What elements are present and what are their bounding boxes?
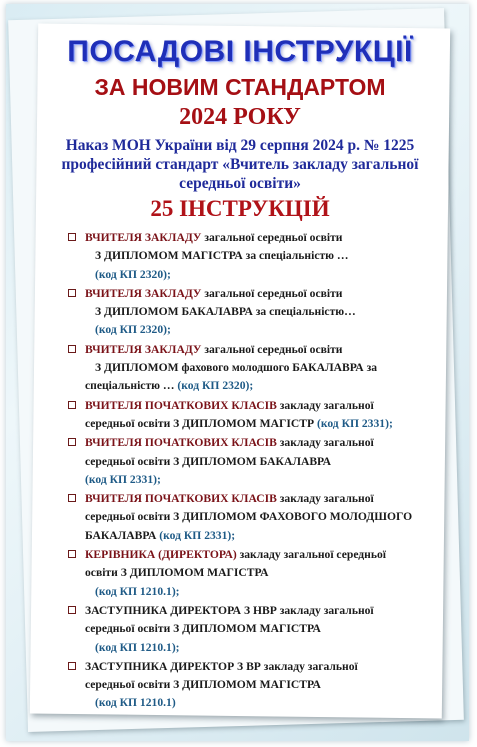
order-reference: Наказ МОН України від 29 серпня 2024 р. № 1225 професійний стандарт «Вчитель закладу загальної середньої освіти» bbox=[61, 137, 419, 192]
list-item bbox=[68, 229, 440, 284]
subtitle: ЗА НОВИМ СТАНДАРТОМ bbox=[94, 74, 386, 100]
item-text: закладу загальної bbox=[276, 492, 374, 506]
item-line bbox=[85, 471, 440, 489]
checkbox-bullet-icon bbox=[68, 494, 76, 502]
list-item bbox=[68, 434, 440, 489]
list-item bbox=[68, 490, 440, 545]
item-text: загальної середньої освіти bbox=[201, 231, 343, 244]
item-line bbox=[85, 490, 440, 508]
item-text: середньої освіти З ДИПЛОМОМ МАГІСТР bbox=[85, 416, 317, 430]
checkbox-bullet-icon bbox=[68, 662, 76, 670]
item-line bbox=[85, 676, 440, 694]
list-item bbox=[68, 397, 440, 434]
list-item bbox=[68, 341, 440, 396]
item-role: ВЧИТЕЛЯ ПОЧАТКОВИХ КЛАСІВ bbox=[85, 492, 277, 506]
item-line bbox=[85, 694, 440, 712]
item-line bbox=[85, 434, 440, 452]
item-line bbox=[85, 639, 440, 657]
item-line bbox=[85, 247, 440, 265]
item-text: загальної середньої освіти bbox=[201, 342, 343, 356]
list-item bbox=[68, 602, 440, 657]
item-line bbox=[85, 583, 440, 601]
checkbox-bullet-icon bbox=[68, 550, 76, 558]
item-line bbox=[85, 266, 440, 284]
checkbox-bullet-icon bbox=[68, 345, 76, 353]
item-role: ВЧИТЕЛЯ ПОЧАТКОВИХ КЛАСІВ bbox=[85, 398, 277, 412]
item-line bbox=[85, 377, 440, 395]
item-line bbox=[85, 602, 440, 620]
item-text: закладу загальної bbox=[276, 398, 374, 412]
instruction-list bbox=[40, 229, 440, 713]
item-text: середньої освіти З ДИПЛОМОМ МАГІСТРА bbox=[85, 622, 321, 636]
item-text: З ДИПЛОМОМ БАКАЛАВРА за спеціальністю… bbox=[95, 305, 356, 319]
item-text: середньої освіти З ДИПЛОМОМ БАКАЛАВРА bbox=[85, 454, 332, 468]
item-text: З ДИПЛОМОМ фахового молодшого БАКАЛАВРА за bbox=[95, 361, 378, 375]
item-code: (код КП 2320); bbox=[95, 323, 171, 337]
list-item bbox=[68, 546, 440, 601]
item-line bbox=[85, 303, 440, 321]
item-line bbox=[85, 397, 440, 415]
item-code: (код КП 1210.1); bbox=[95, 584, 180, 598]
item-role: КЕРІВНИКА (ДИРЕКТОРА) bbox=[85, 548, 237, 562]
item-code: (код КП 2331); bbox=[316, 416, 393, 430]
document-content bbox=[40, 32, 440, 714]
instructions-count: 25 ІНСТРУКЦІЙ bbox=[150, 196, 330, 221]
checkbox-bullet-icon bbox=[68, 289, 76, 297]
item-text: освіти З ДИПЛОМОМ МАГІСТРА bbox=[85, 566, 269, 580]
item-line bbox=[85, 546, 440, 564]
checkbox-bullet-icon bbox=[68, 233, 76, 241]
item-code: (код КП 2331); bbox=[159, 528, 236, 542]
item-line bbox=[85, 658, 440, 676]
item-text: загальної середньої освіти bbox=[201, 286, 343, 300]
item-text: БАКАЛАВРА bbox=[85, 528, 160, 542]
year-heading: 2024 РОКУ bbox=[179, 104, 301, 130]
item-role: ВЧИТЕЛЯ ЗАКЛАДУ bbox=[85, 286, 202, 300]
item-text: ЗАСТУПНИКА ДИРЕКТОРА З НВР закладу загальної bbox=[85, 603, 374, 617]
checkbox-bullet-icon bbox=[68, 606, 76, 614]
list-item bbox=[68, 658, 440, 713]
item-line bbox=[85, 508, 440, 526]
list-item bbox=[68, 285, 440, 340]
item-role: ВЧИТЕЛЯ ЗАКЛАДУ bbox=[85, 342, 202, 356]
item-role: ВЧИТЕЛЯ ПОЧАТКОВИХ КЛАСІВ bbox=[85, 436, 277, 450]
item-line bbox=[85, 453, 440, 471]
checkbox-bullet-icon bbox=[68, 438, 76, 446]
item-line bbox=[85, 564, 440, 582]
item-line bbox=[85, 321, 440, 339]
item-line bbox=[85, 285, 440, 303]
item-line bbox=[85, 527, 440, 545]
item-code: (код КП 1210.1) bbox=[95, 696, 176, 710]
item-text: закладу загальної bbox=[276, 436, 374, 450]
item-line bbox=[85, 359, 440, 377]
item-text: закладу загальної середньої bbox=[236, 548, 387, 562]
item-code: (код КП 2320); bbox=[177, 379, 254, 393]
item-code: (код КП 2331); bbox=[85, 472, 161, 486]
item-text: середньої освіти З ДИПЛОМОМ МАГІСТРА bbox=[85, 678, 321, 692]
item-line bbox=[85, 341, 440, 359]
item-line bbox=[85, 229, 440, 247]
item-line bbox=[85, 620, 440, 638]
item-code: (код КП 2320); bbox=[95, 267, 171, 281]
item-code: (код КП 1210.1); bbox=[95, 640, 180, 654]
item-text: спеціальністю … bbox=[85, 379, 178, 393]
item-text: З ДИПЛОМОМ МАГІСТРА за спеціальністю … bbox=[95, 249, 349, 263]
item-text: середньої освіти З ДИПЛОМОМ ФАХОВОГО МОЛОДШОГО bbox=[85, 510, 413, 524]
item-line bbox=[85, 415, 440, 433]
checkbox-bullet-icon bbox=[68, 401, 76, 409]
page-title: ПОСАДОВІ ІНСТРУКЦІЇ bbox=[67, 35, 413, 68]
item-role: ВЧИТЕЛЯ ЗАКЛАДУ bbox=[85, 231, 202, 244]
item-text: ЗАСТУПНИКА ДИРЕКТОР З ВР закладу загальної bbox=[85, 659, 358, 673]
